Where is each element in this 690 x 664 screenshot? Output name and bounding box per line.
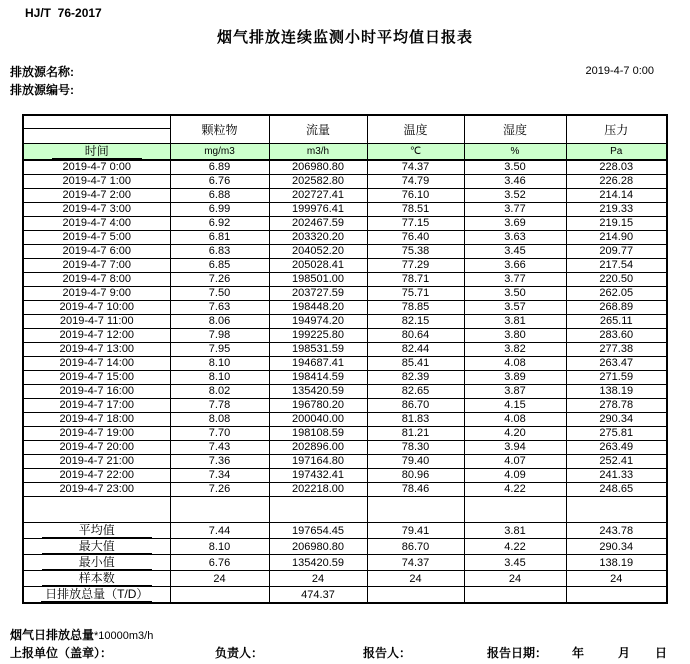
cell-value: 3.69: [464, 217, 566, 231]
cell-value: 263.49: [566, 441, 667, 455]
cell-value: 3.77: [464, 273, 566, 287]
column-header-particulate: 颗粒物: [170, 115, 269, 144]
cell-value: 214.90: [566, 231, 667, 245]
emission-source-name-label: 排放源名称:: [10, 65, 74, 79]
column-header-temperature: 温度: [367, 115, 464, 144]
summary-value: [367, 587, 464, 604]
spacer-cell: [464, 497, 566, 523]
cell-value: 241.33: [566, 469, 667, 483]
summary-row: [23, 571, 667, 587]
summary-value: 243.78: [566, 523, 667, 539]
cell-value: 7.43: [170, 441, 269, 455]
summary-value: 74.37: [367, 555, 464, 571]
summary-value: 24: [170, 571, 269, 587]
cell-value: 4.22: [464, 483, 566, 497]
responsible-person-label: 负责人：: [215, 646, 264, 660]
cell-value: 219.33: [566, 203, 667, 217]
cell-value: 271.59: [566, 371, 667, 385]
cell-value: 80.96: [367, 469, 464, 483]
summary-value: 24: [367, 571, 464, 587]
cell-value: 4.20: [464, 427, 566, 441]
summary-value: 135420.59: [269, 555, 367, 571]
row-time: 2019-4-7 20:00: [23, 441, 170, 455]
cell-value: 226.28: [566, 175, 667, 189]
cell-value: 277.38: [566, 343, 667, 357]
spacer-cell: [269, 497, 367, 523]
cell-value: 76.10: [367, 189, 464, 203]
summary-row: [23, 587, 667, 604]
summary-value: 138.19: [566, 555, 667, 571]
summary-label-text: 平均值: [42, 523, 152, 538]
cell-value: 3.46: [464, 175, 566, 189]
cell-value: 86.70: [367, 399, 464, 413]
cell-value: 7.70: [170, 427, 269, 441]
corner-split-bottom: [24, 129, 170, 143]
cell-value: 78.30: [367, 441, 464, 455]
flow-total-note: [10, 626, 153, 643]
cell-value: 3.80: [464, 329, 566, 343]
cell-value: 82.15: [367, 315, 464, 329]
cell-value: 220.50: [566, 273, 667, 287]
cell-value: 6.88: [170, 189, 269, 203]
table-row: [23, 217, 667, 231]
cell-value: 78.85: [367, 301, 464, 315]
cell-value: 204052.20: [269, 245, 367, 259]
column-header-humidity: 湿度: [464, 115, 566, 144]
cell-value: 200040.00: [269, 413, 367, 427]
row-time: 2019-4-7 2:00: [23, 189, 170, 203]
cell-value: 290.34: [566, 413, 667, 427]
cell-value: 82.65: [367, 385, 464, 399]
cell-value: 275.81: [566, 427, 667, 441]
table-row: [23, 483, 667, 497]
table-row: [23, 343, 667, 357]
summary-row: [23, 523, 667, 539]
row-time: 2019-4-7 0:00: [23, 160, 170, 175]
cell-value: 3.50: [464, 287, 566, 301]
summary-value: 8.10: [170, 539, 269, 555]
cell-value: 75.71: [367, 287, 464, 301]
table-row: [23, 203, 667, 217]
summary-value: [170, 587, 269, 604]
row-time: 2019-4-7 22:00: [23, 469, 170, 483]
summary-label: [23, 571, 170, 587]
cell-value: 198108.59: [269, 427, 367, 441]
cell-value: 197432.41: [269, 469, 367, 483]
cell-value: 4.07: [464, 455, 566, 469]
cell-value: 7.36: [170, 455, 269, 469]
cell-value: 135420.59: [269, 385, 367, 399]
table-row: [23, 413, 667, 427]
cell-value: 82.44: [367, 343, 464, 357]
row-time: 2019-4-7 1:00: [23, 175, 170, 189]
table-row: [23, 315, 667, 329]
cell-value: 194974.20: [269, 315, 367, 329]
summary-value: 86.70: [367, 539, 464, 555]
summary-row: [23, 555, 667, 571]
cell-value: 205028.41: [269, 259, 367, 273]
cell-value: 7.34: [170, 469, 269, 483]
cell-value: 263.47: [566, 357, 667, 371]
cell-value: 6.85: [170, 259, 269, 273]
spacer-cell: [367, 497, 464, 523]
cell-value: 77.29: [367, 259, 464, 273]
cell-value: 202896.00: [269, 441, 367, 455]
cell-value: 3.87: [464, 385, 566, 399]
summary-value: 79.41: [367, 523, 464, 539]
table-row: [23, 175, 667, 189]
summary-row: [23, 539, 667, 555]
table-row: [23, 399, 667, 413]
cell-value: 196780.20: [269, 399, 367, 413]
column-header-flow: 流量: [269, 115, 367, 144]
cell-value: 78.51: [367, 203, 464, 217]
summary-value: 24: [269, 571, 367, 587]
cell-value: 202467.59: [269, 217, 367, 231]
summary-value: 24: [566, 571, 667, 587]
report-date-label: 报告日期：: [487, 646, 548, 660]
cell-value: 7.78: [170, 399, 269, 413]
spacer-cell: [170, 497, 269, 523]
cell-value: 203727.59: [269, 287, 367, 301]
cell-value: 4.08: [464, 357, 566, 371]
summary-label: [23, 555, 170, 571]
row-time: 2019-4-7 12:00: [23, 329, 170, 343]
row-time: 2019-4-7 21:00: [23, 455, 170, 469]
row-time: 2019-4-7 8:00: [23, 273, 170, 287]
summary-value: 3.81: [464, 523, 566, 539]
cell-value: 138.19: [566, 385, 667, 399]
cell-value: 262.05: [566, 287, 667, 301]
cell-value: 74.37: [367, 160, 464, 175]
table-row: [23, 329, 667, 343]
summary-value: 7.44: [170, 523, 269, 539]
cell-value: 248.65: [566, 483, 667, 497]
cell-value: 6.81: [170, 231, 269, 245]
summary-value: 6.76: [170, 555, 269, 571]
spacer-cell: [566, 497, 667, 523]
table-row: [23, 231, 667, 245]
cell-value: 85.41: [367, 357, 464, 371]
cell-value: 8.06: [170, 315, 269, 329]
row-time: 2019-4-7 5:00: [23, 231, 170, 245]
table-row: [23, 357, 667, 371]
unit-temperature: ℃: [367, 144, 464, 161]
summary-label-text: 最小值: [42, 555, 152, 570]
summary-value: [566, 587, 667, 604]
note-suffix: *10000m3/h: [94, 630, 154, 642]
cell-value: 265.11: [566, 315, 667, 329]
summary-label: [23, 523, 170, 539]
summary-label: [23, 587, 170, 604]
table-row: [23, 160, 667, 175]
hourly-average-table: [22, 114, 668, 604]
summary-value: 24: [464, 571, 566, 587]
time-header-label: 时间: [52, 144, 142, 159]
table-row: [23, 301, 667, 315]
cell-value: 3.63: [464, 231, 566, 245]
signature-line: [0, 644, 690, 660]
cell-value: 6.92: [170, 217, 269, 231]
report-datetime: 2019-4-7 0:00: [585, 65, 654, 77]
standard-code: HJ/T 76-2017: [25, 6, 102, 20]
summary-value: 4.22: [464, 539, 566, 555]
spacer-cell: [23, 497, 170, 523]
cell-value: 82.39: [367, 371, 464, 385]
table-row: [23, 427, 667, 441]
row-time: 2019-4-7 9:00: [23, 287, 170, 301]
summary-value: 206980.80: [269, 539, 367, 555]
cell-value: 198414.59: [269, 371, 367, 385]
summary-value: [464, 587, 566, 604]
row-time: 2019-4-7 7:00: [23, 259, 170, 273]
cell-value: 7.26: [170, 273, 269, 287]
row-time: 2019-4-7 15:00: [23, 371, 170, 385]
cell-value: 198448.20: [269, 301, 367, 315]
cell-value: 199976.41: [269, 203, 367, 217]
unit-flow: m3/h: [269, 144, 367, 161]
cell-value: 202218.00: [269, 483, 367, 497]
cell-value: 278.78: [566, 399, 667, 413]
cell-value: 7.50: [170, 287, 269, 301]
summary-value: 3.45: [464, 555, 566, 571]
table-row: [23, 441, 667, 455]
unit-particulate: mg/m3: [170, 144, 269, 161]
cell-value: 7.95: [170, 343, 269, 357]
table-row: [23, 371, 667, 385]
row-time: 2019-4-7 10:00: [23, 301, 170, 315]
row-time: 2019-4-7 4:00: [23, 217, 170, 231]
table-row: [23, 455, 667, 469]
cell-value: 3.45: [464, 245, 566, 259]
cell-value: 7.63: [170, 301, 269, 315]
cell-value: 283.60: [566, 329, 667, 343]
reporter-label: 报告人：: [363, 646, 412, 660]
cell-value: 77.15: [367, 217, 464, 231]
cell-value: 4.09: [464, 469, 566, 483]
cell-value: 6.99: [170, 203, 269, 217]
cell-value: 198531.59: [269, 343, 367, 357]
row-time: 2019-4-7 19:00: [23, 427, 170, 441]
time-header-cell: [23, 144, 170, 161]
cell-value: 78.71: [367, 273, 464, 287]
emission-source-code-label: 排放源编号:: [10, 83, 74, 97]
table-row: [23, 469, 667, 483]
row-time: 2019-4-7 14:00: [23, 357, 170, 371]
header-corner-cell: [23, 115, 170, 144]
month-label: 月: [618, 646, 631, 660]
cell-value: 194687.41: [269, 357, 367, 371]
row-time: 2019-4-7 16:00: [23, 385, 170, 399]
table-row: [23, 287, 667, 301]
cell-value: 7.26: [170, 483, 269, 497]
note-prefix: 烟气日排放总量: [10, 628, 95, 642]
cell-value: 8.10: [170, 371, 269, 385]
cell-value: 8.08: [170, 413, 269, 427]
row-time: 2019-4-7 17:00: [23, 399, 170, 413]
cell-value: 3.81: [464, 315, 566, 329]
cell-value: 4.08: [464, 413, 566, 427]
row-time: 2019-4-7 23:00: [23, 483, 170, 497]
column-header-pressure: 压力: [566, 115, 667, 144]
row-time: 2019-4-7 11:00: [23, 315, 170, 329]
cell-value: 75.38: [367, 245, 464, 259]
cell-value: 3.57: [464, 301, 566, 315]
cell-value: 3.66: [464, 259, 566, 273]
summary-label-text: 最大值: [42, 539, 152, 554]
summary-label: [23, 539, 170, 555]
cell-value: 74.79: [367, 175, 464, 189]
cell-value: 7.98: [170, 329, 269, 343]
cell-value: 3.94: [464, 441, 566, 455]
cell-value: 219.15: [566, 217, 667, 231]
cell-value: 6.83: [170, 245, 269, 259]
cell-value: 76.40: [367, 231, 464, 245]
row-time: 2019-4-7 13:00: [23, 343, 170, 357]
cell-value: 6.89: [170, 160, 269, 175]
cell-value: 3.50: [464, 160, 566, 175]
cell-value: 202727.41: [269, 189, 367, 203]
cell-value: 268.89: [566, 301, 667, 315]
day-label: 日: [655, 646, 668, 660]
summary-value: 474.37: [269, 587, 367, 604]
table-row: [23, 273, 667, 287]
summary-value: 290.34: [566, 539, 667, 555]
unit-humidity: %: [464, 144, 566, 161]
summary-label-text: 日排放总量（T/D）: [41, 587, 152, 602]
cell-value: 81.21: [367, 427, 464, 441]
cell-value: 199225.80: [269, 329, 367, 343]
corner-split-top: [24, 116, 170, 129]
year-label: 年: [572, 646, 585, 660]
cell-value: 81.83: [367, 413, 464, 427]
cell-value: 80.64: [367, 329, 464, 343]
cell-value: 198501.00: [269, 273, 367, 287]
table-body: [23, 160, 667, 603]
cell-value: 202582.80: [269, 175, 367, 189]
cell-value: 252.41: [566, 455, 667, 469]
summary-label-text: 样本数: [42, 571, 152, 586]
cell-value: 214.14: [566, 189, 667, 203]
row-time: 2019-4-7 18:00: [23, 413, 170, 427]
cell-value: 197164.80: [269, 455, 367, 469]
row-time: 2019-4-7 6:00: [23, 245, 170, 259]
row-time: 2019-4-7 3:00: [23, 203, 170, 217]
cell-value: 78.46: [367, 483, 464, 497]
cell-value: 203320.20: [269, 231, 367, 245]
cell-value: 3.89: [464, 371, 566, 385]
table-header-row: [23, 115, 667, 144]
cell-value: 4.15: [464, 399, 566, 413]
table-row: [23, 259, 667, 273]
cell-value: 3.52: [464, 189, 566, 203]
cell-value: 209.77: [566, 245, 667, 259]
cell-value: 3.82: [464, 343, 566, 357]
cell-value: 228.03: [566, 160, 667, 175]
cell-value: 217.54: [566, 259, 667, 273]
page-title: 烟气排放连续监测小时平均值日报表: [216, 29, 473, 46]
unit-row: [23, 144, 667, 161]
cell-value: 79.40: [367, 455, 464, 469]
table-row: [23, 385, 667, 399]
cell-value: 3.77: [464, 203, 566, 217]
unit-pressure: Pa: [566, 144, 667, 161]
cell-value: 206980.80: [269, 160, 367, 175]
report-unit-label: 上报单位（盖章）：: [10, 646, 113, 660]
cell-value: 6.76: [170, 175, 269, 189]
summary-value: 197654.45: [269, 523, 367, 539]
table-row: [23, 245, 667, 259]
cell-value: 8.02: [170, 385, 269, 399]
table-row: [23, 189, 667, 203]
spacer-row: [23, 497, 667, 523]
cell-value: 8.10: [170, 357, 269, 371]
